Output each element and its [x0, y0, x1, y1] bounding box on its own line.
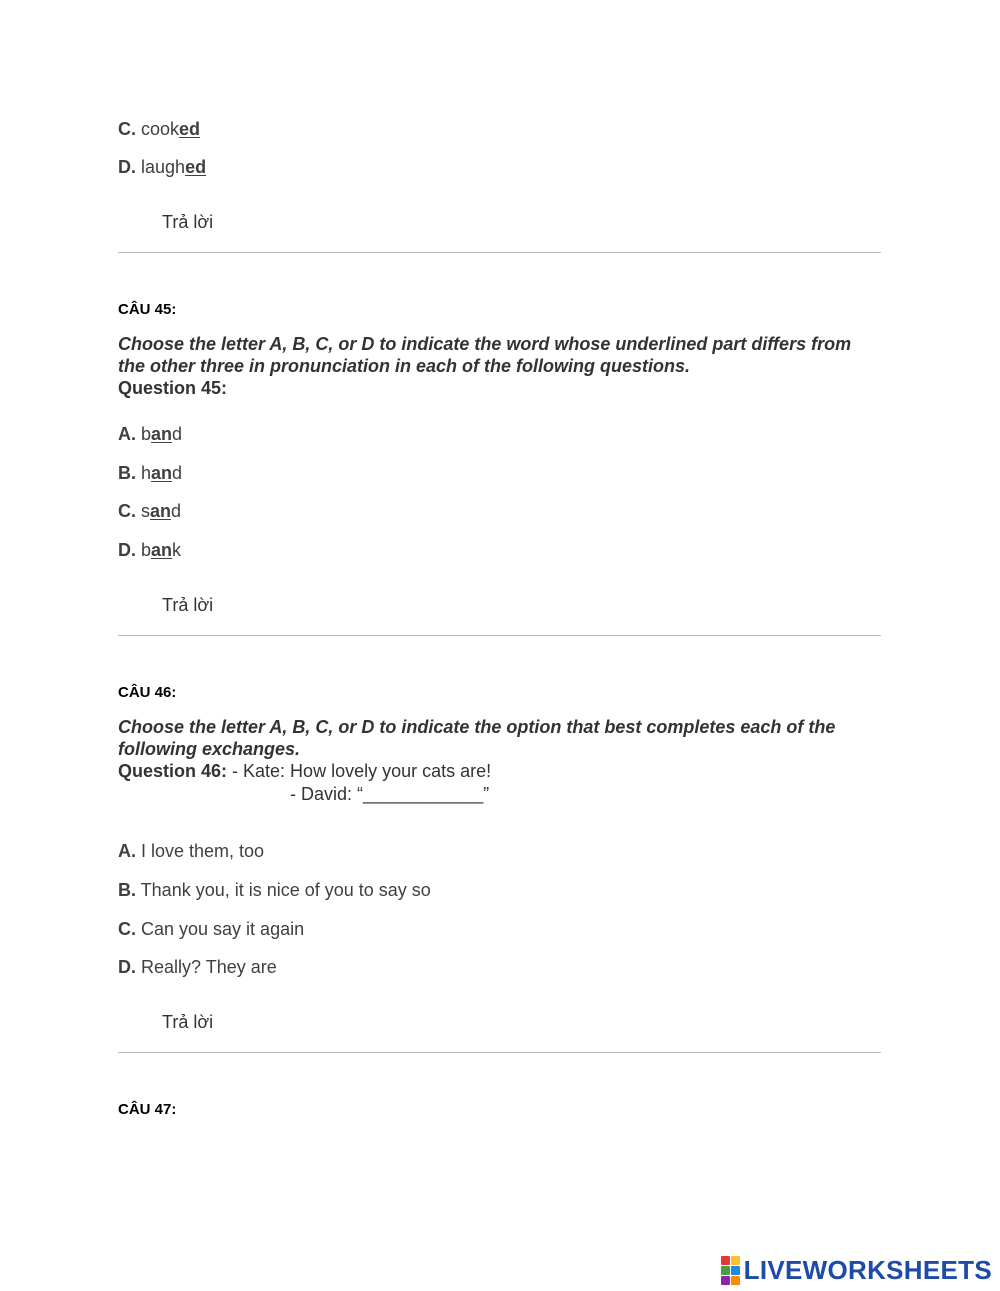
question-dialogue-line: - David: “____________” — [290, 784, 490, 804]
option-c: C. sand — [118, 501, 182, 521]
answer-link[interactable]: Trả lời — [162, 212, 214, 232]
question-number: CÂU 45: — [118, 301, 177, 318]
divider — [118, 635, 881, 636]
logo-block — [721, 1276, 730, 1285]
logo-block — [721, 1266, 730, 1275]
question-label: Question 46: - Kate: How lovely your cats are! — [118, 761, 492, 781]
option-d: D. bank — [118, 540, 182, 560]
divider — [118, 1052, 881, 1053]
liveworksheets-logo — [721, 1256, 992, 1284]
logo-grid-icon — [721, 1256, 740, 1285]
option-d: D. Really? They are — [118, 957, 277, 977]
answer-link[interactable]: Trả lời — [162, 595, 214, 615]
option-c: C. Can you say it again — [118, 919, 305, 939]
option-b: B. hand — [118, 463, 183, 483]
option-a: A. I love them, too — [118, 841, 265, 861]
question-label: Question 45: — [118, 378, 228, 398]
question-number: CÂU 47: — [118, 1101, 177, 1118]
question-instruction: Choose the letter A, B, C, or D to indicate the option that best completes each of the following exchanges. — [118, 717, 836, 759]
logo-block — [731, 1266, 740, 1275]
logo-block — [721, 1256, 730, 1265]
option-d: D. laughed — [118, 157, 207, 177]
logo-block — [731, 1256, 740, 1265]
divider — [118, 252, 881, 253]
option-a: A. band — [118, 424, 183, 444]
option-b: B. Thank you, it is nice of you to say so — [118, 880, 431, 900]
option-c: C. cooked — [118, 119, 201, 139]
logo-text: LIVEWORKSHEETS — [743, 1255, 992, 1285]
logo-block — [731, 1276, 740, 1285]
question-number: CÂU 46: — [118, 684, 177, 701]
answer-link[interactable]: Trả lời — [162, 1012, 214, 1032]
question-instruction: Choose the letter A, B, C, or D to indicate the word whose underlined part differs from the other three in pronunciation in each of the following questions. — [118, 334, 852, 376]
